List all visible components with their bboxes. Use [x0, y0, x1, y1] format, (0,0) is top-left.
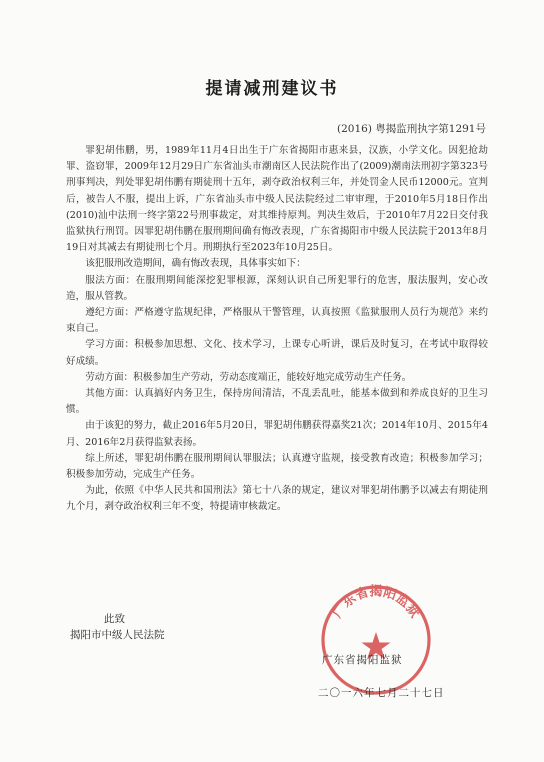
closing-block [70, 611, 165, 643]
paragraph-intro-facts: 该犯服刑改造期间，确有悔改表现，具体事实如下： [85, 258, 306, 270]
paragraph-recommendation: 为此，依照《中华人民共和国刑法》第七十八条的规定，建议对罪犯胡伟鹏予以减去有期徒刑九个月，剥夺政治权利三年不变，特提请审核裁定。 [66, 485, 488, 513]
paragraph-summary: 综上所述，罪犯胡伟鹏在服刑期间认罪服法；认真遵守监规，接受教育改造；积极参加学习；积极参加劳动，完成生产任务。 [66, 452, 488, 481]
document-number: (2016) 粤揭监刑执字第1291号 [337, 123, 486, 135]
addressee: 揭阳市中级人民法院 [70, 629, 165, 641]
issue-date: 二〇一六年七月二十七日 [318, 687, 445, 699]
signature-issuer: 广东省揭阳监狱 [322, 654, 403, 666]
paragraph-study: 学习方面：积极参加思想、文化、技术学习，上课专心听讲，课后及时复习，在考试中取得较好成绩。 [66, 339, 488, 367]
document-title: 提请减刑建议书 [205, 79, 339, 99]
closing-salute: 此致 [104, 613, 125, 625]
paragraph-criminal-record: 罪犯胡伟鹏，男，1989年11月4日出生于广东省揭阳市惠来县，汉族，小学文化。因犯抢劫罪、盗窃罪，2009年12月29日广东省汕头市潮南区人民法院作出了(2009)潮南法刑初字第323号刑事判决，判处罪犯胡伟鹏有期徒刑十五年，剥夺政治权利三年，并处罚金人民币12000元。宣判后，被告人不服，提出上诉，广东省汕头市中级人民法院经过二审审理，于2010年5月18日作出(2010)汕中法刑一终字第22号刑事裁定，对其维持原判。判决生效后，于2010年7月22日交付我监狱执行刑罚。因罪犯胡伟鹏在服刑期间确有悔改表现，广东省揭阳市中级人民法院于2013年8月19日对其减去有期徒刑七个月。刑期执行至2023年10月25日。 [66, 145, 488, 254]
paragraph-other: 其他方面：认真搞好内务卫生，保持房间清洁，不乱丢乱吐，能基本做到和养成良好的卫生习惯。 [66, 388, 488, 416]
seal-lettering: 广东省揭阳监狱 [330, 584, 422, 621]
paragraph-labor: 劳动方面：积极参加生产劳动，劳动态度端正，能较好地完成劳动生产任务。 [85, 371, 412, 383]
document-body [66, 143, 488, 516]
paragraph-discipline: 遵纪方面：严格遵守监规纪律，严格服从干警管理，认真按照《监狱服刑人员行为规范》来约束自己。 [66, 307, 488, 335]
official-seal-stamp [318, 582, 434, 698]
paragraph-obedience: 服法方面：在服刑期间能深挖犯罪根源，深刻认识自己所犯罪行的危害，服法服判，安心改造，服从管教。 [66, 274, 488, 302]
paragraph-awards: 由于该犯的努力，截止2016年5月20日，罪犯胡伟鹏获得嘉奖21次；2014年10月、2015年4月、2016年2月获得监狱表扬。 [66, 420, 488, 448]
